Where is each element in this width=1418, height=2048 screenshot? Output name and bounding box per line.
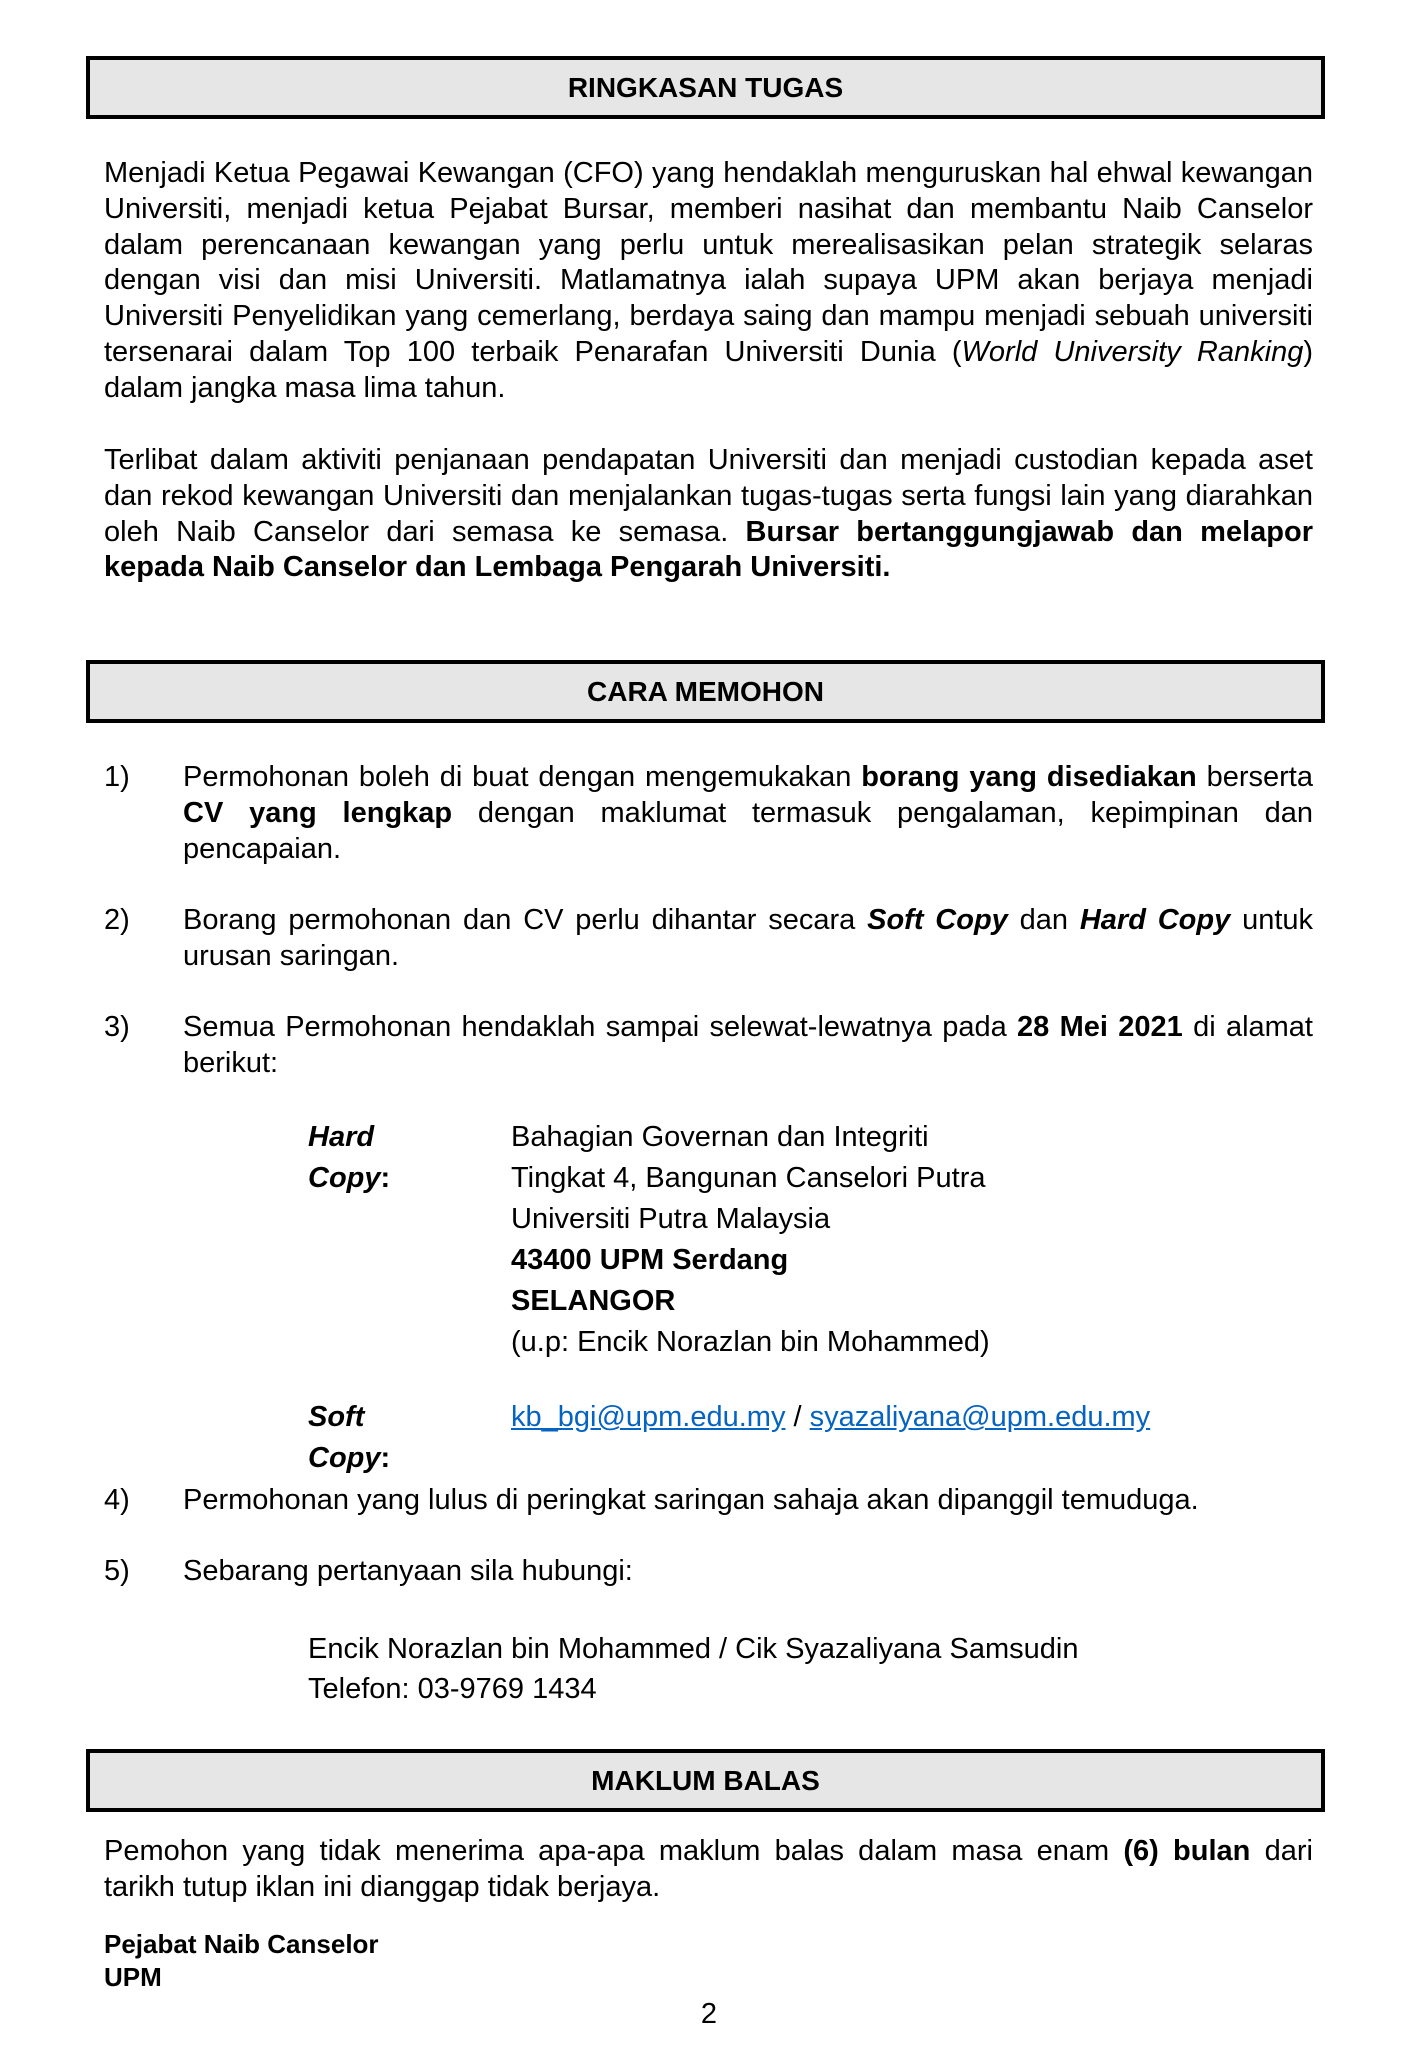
- contact-phone: Telefon: 03-9769 1434: [308, 1673, 597, 1705]
- separator: /: [785, 1401, 810, 1433]
- text: di alamat berikut:: [183, 1011, 1313, 1079]
- text: Borang permohonan dan CV perlu dihantar secara: [183, 904, 868, 936]
- text: dari tarikh tutup iklan ini dianggap tidak berjaya.: [104, 1835, 1313, 1903]
- list-item-text: [183, 1010, 1313, 1082]
- address-line: Tingkat 4, Bangunan Canselori Putra: [511, 1162, 986, 1194]
- list-number: 3): [104, 1011, 130, 1043]
- paragraph-feedback: [104, 1834, 1313, 1906]
- section-title: RINGKASAN TUGAS: [567, 71, 844, 103]
- bold-text: 28 Mei 2021: [1017, 1011, 1183, 1043]
- section-title: CARA MEMOHON: [587, 675, 824, 707]
- colon: :: [380, 1162, 391, 1194]
- paragraph-text: Terlibat dalam aktiviti penjanaan pendapatan Universiti dan menjadi custodian kepada aset dan rekod kewangan Universiti dan menjalankan tugas-tugas serta fungsi lain yang diarahkan oleh Naib Canselor dari semasa ke semasa.: [104, 444, 1313, 548]
- list-item-text: [183, 760, 1313, 867]
- address-state: SELANGOR: [511, 1285, 676, 1317]
- text: Semua Permohonan hendaklah sampai selewat-lewatnya pada: [183, 1011, 1018, 1043]
- list-number: 2): [104, 904, 130, 936]
- italic-text: World University Ranking: [961, 335, 1304, 368]
- text: Pemohon yang tidak menerima apa-apa maklum balas dalam masa enam: [104, 1835, 1124, 1867]
- address-attention: (u.p: Encik Norazlan bin Mohammed): [511, 1326, 990, 1358]
- paragraph-text: ) dalam jangka masa lima tahun.: [104, 335, 1314, 404]
- bold-text: (6) bulan: [1123, 1835, 1251, 1867]
- list-item-4: [104, 1483, 1313, 1519]
- paragraph-responsibilities: [104, 443, 1313, 586]
- list-item-5: [104, 1554, 1313, 1590]
- paragraph-job-summary: [104, 156, 1313, 407]
- text: berserta: [1196, 761, 1313, 793]
- email-link-syazaliyana[interactable]: syazaliyana@upm.edu.my: [809, 1401, 1151, 1433]
- bold-text: Bursar bertanggungjawab dan melapor kepada Naib Canselor dan Lembaga Pengarah Universiti.: [104, 515, 1313, 584]
- text: Permohonan boleh di buat dengan mengemukakan: [183, 761, 862, 793]
- hard-copy-label: [308, 1117, 390, 1199]
- section-title: MAKLUM BALAS: [591, 1764, 820, 1796]
- signature-block: [104, 1928, 379, 1994]
- bold-text: CV yang lengkap: [183, 796, 453, 829]
- contact-info: [308, 1629, 1078, 1709]
- text: untuk urusan saringan.: [183, 904, 1314, 972]
- list-number: 5): [104, 1555, 130, 1587]
- list-item-text: Permohonan yang lulus di peringkat saringan sahaja akan dipanggil temuduga.: [183, 1484, 1199, 1516]
- text: dan: [1007, 904, 1080, 936]
- bold-italic-text: Hard Copy: [1079, 904, 1231, 936]
- soft-copy-label: [308, 1397, 390, 1479]
- address-lines: [511, 1117, 990, 1363]
- section-header-cara-memohon: [86, 660, 1325, 723]
- list-item-1: [104, 760, 1313, 867]
- signature-org: UPM: [104, 1962, 162, 1992]
- address-line: Universiti Putra Malaysia: [511, 1203, 831, 1235]
- list-number: 1): [104, 761, 130, 793]
- list-number: 4): [104, 1484, 130, 1516]
- list-item-text: Sebarang pertanyaan sila hubungi:: [183, 1555, 633, 1587]
- list-item-text: [183, 903, 1313, 975]
- list-item-3: [104, 1010, 1313, 1082]
- bold-text: borang yang disediakan: [861, 761, 1197, 793]
- section-header-ringkasan-tugas: [86, 56, 1325, 119]
- list-item-2: [104, 903, 1313, 975]
- contact-names: Encik Norazlan bin Mohammed / Cik Syazaliyana Samsudin: [308, 1633, 1079, 1665]
- text: dengan maklumat termasuk pengalaman, kepimpinan dan pencapaian.: [183, 796, 1313, 865]
- signature-office: Pejabat Naib Canselor: [104, 1929, 379, 1959]
- section-header-maklum-balas: [86, 1749, 1325, 1812]
- email-links: [511, 1397, 1150, 1438]
- page-number: 2: [700, 1998, 718, 2030]
- label-text: Soft Copy: [308, 1401, 381, 1474]
- address-line: Bahagian Governan dan Integriti: [511, 1121, 929, 1153]
- email-link-kb-bgi[interactable]: kb_bgi@upm.edu.my: [511, 1401, 786, 1433]
- label-text: Hard Copy: [308, 1121, 381, 1194]
- colon: :: [380, 1442, 391, 1474]
- bold-italic-text: Soft Copy: [867, 904, 1008, 936]
- address-postcode: 43400 UPM Serdang: [511, 1244, 789, 1276]
- paragraph-text: Menjadi Ketua Pegawai Kewangan (CFO) yang hendaklah menguruskan hal ehwal kewangan Universiti, menjadi ketua Pejabat Bursar, memberi nasihat dan membantu Naib Canselor dalam perencanaan kewangan yang perlu untuk merealisasikan pelan strategik selaras dengan visi dan misi Universiti. Matlamatnya ialah supaya UPM akan berjaya menjadi Universiti Penyelidikan yang cemerlang, berdaya saing dan mampu menjadi sebuah universiti tersenarai dalam Top 100 terbaik Penarafan Universiti Dunia (: [104, 157, 1313, 368]
